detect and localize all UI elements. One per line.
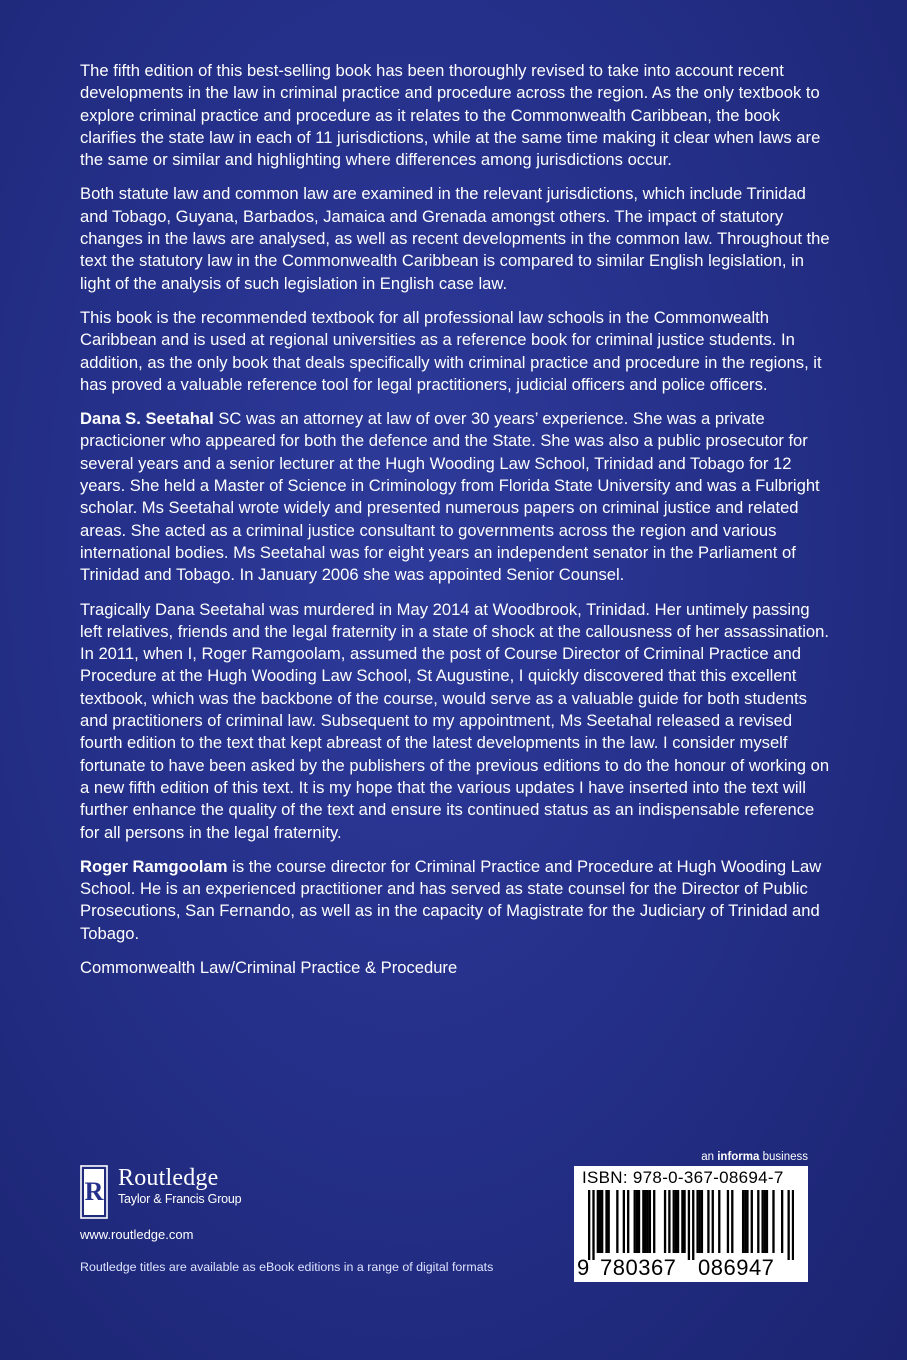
publisher-block <box>80 1165 340 1242</box>
barcode-digit-first: 9 <box>577 1255 590 1280</box>
barcode-bar <box>712 1190 714 1253</box>
barcode-bar <box>683 1190 685 1253</box>
barcode-bar <box>599 1190 601 1253</box>
barcode-bar <box>781 1190 783 1253</box>
informa-suffix: business <box>759 1151 808 1163</box>
description-paragraph-1: The fifth edition of this best-selling book has been thoroughly revised to take into account recent developments in the law in criminal practice and procedure across the region. As the only textbook to explore criminal practice and procedure as it relates to the Commonwealth Caribbean, the book clarifies the state law in each of 11 jurisdictions, while at the same time making it clear when laws are the same or similar and highlighting where differences among jurisdictions occur. <box>80 61 821 170</box>
barcode-bar <box>647 1190 649 1253</box>
barcode-bar <box>699 1190 701 1253</box>
barcode-bar <box>751 1190 753 1253</box>
routledge-logo <box>80 1165 340 1219</box>
publisher-website: www.routledge.com <box>80 1227 194 1242</box>
barcode-bar <box>696 1190 698 1253</box>
author-bio <box>80 408 830 586</box>
barcode-digits-right: 086947 <box>698 1255 775 1280</box>
author-name: Dana S. Seetahal <box>80 409 214 429</box>
barcode-bar <box>664 1190 666 1253</box>
barcode-bar <box>677 1190 679 1253</box>
editor-bio-text: is the course director for Criminal Practice and Procedure at Hugh Wooding Law School. He is an experienced practitioner and has served as state counsel for the Director of Public Prosecutions, San Fernando, as well as in the capacity of Magistrate for the Judiciary of Trinidad and Tobago. <box>80 856 822 943</box>
barcode-digits-left: 780367 <box>600 1255 677 1280</box>
barcode-bar <box>727 1190 729 1253</box>
barcode-bar <box>601 1190 603 1253</box>
barcode-bar <box>787 1190 789 1260</box>
barcode-bar <box>649 1190 651 1253</box>
barcode-bars <box>588 1190 794 1260</box>
barcode-bar <box>766 1190 768 1253</box>
barcode-bar <box>792 1190 794 1260</box>
barcode-bar <box>634 1190 636 1253</box>
ebook-note: Routledge titles are available as eBook editions in a range of digital formats <box>80 1260 494 1274</box>
author-bio-text: SC was an attorney at law of over 30 years’ experience. She was a private practicioner who appeared for both the defence and the State. She was also a public prosecutor for several years and a senior lecturer at the Hugh Wooding Law School, Trinidad and Tobago for 12 years. She held a Master of Science in Criminology from Florida State University and was a Fulbright scholar. Ms Seetahal wrote widely and presented numerous papers on criminal justice and related areas. She acted as a criminal justice consultant to governments across the region and various international bodies. Ms Seetahal was for eight years an independent senator in the Parliament of Trinidad and Tobago. In January 2006 she was appointed Senior Counsel. <box>80 409 820 585</box>
informa-business <box>690 1151 808 1163</box>
barcode-bar <box>627 1190 629 1253</box>
barcode-bar <box>668 1190 670 1253</box>
barcode-bar <box>701 1190 703 1253</box>
barcode-bar <box>616 1190 618 1253</box>
barcode-bar <box>757 1190 759 1253</box>
barcode-bar <box>605 1190 607 1253</box>
barcode-bar <box>731 1190 733 1253</box>
description-paragraph-3: This book is the recommended textbook for all professional law schools in the Commonwealth Caribbean and is used at regional universities as a reference book for criminal justice students. In addition, as the only book that deals specifically with criminal practice and procedure in the regions, it has proved a valuable reference tool for legal practitioners, judicial officers and police officers. <box>80 307 822 394</box>
barcode-bar <box>642 1190 644 1253</box>
barcode-bar <box>692 1190 694 1260</box>
informa-bold: informa <box>717 1151 760 1163</box>
barcode-bar <box>742 1190 744 1253</box>
barcode-bar <box>681 1190 683 1253</box>
barcode-bar <box>623 1190 625 1253</box>
barcode-bar <box>636 1190 638 1253</box>
barcode-bar <box>764 1190 766 1253</box>
editor-name: Roger Ramgoolam <box>80 856 228 876</box>
publisher-name: Routledge <box>118 1165 219 1191</box>
barcode-bar <box>597 1190 599 1253</box>
barcode-bar <box>746 1190 748 1253</box>
barcode-bar <box>653 1190 655 1253</box>
barcode-bar <box>588 1190 590 1260</box>
barcode-bar <box>772 1190 774 1253</box>
isbn-barcode <box>574 1166 808 1282</box>
editor-bio <box>80 856 830 945</box>
barcode-bar <box>761 1190 763 1253</box>
barcode-bar <box>688 1190 690 1260</box>
tribute-paragraph: Tragically Dana Seetahal was murdered in May 2014 at Woodbrook, Trinidad. Her untimely passing left relatives, friends and the legal fraternity in a state of shock at the callousness of her assassination. In 2011, when I, Roger Ramgoolam, assumed the post of Course Director of Criminal Practice and Procedure at the Hugh Wooding Law School, St Augustine, I quickly discovered that this excellent textbook, which was the backbone of the course, would serve as a valuable guide for both students and practitioners of criminal law. Subsequent to my appointment, Ms Seetahal released a revised fourth edition to the text that kept abreast of the latest developments in the law. I consider myself fortunate to have been asked by the publishers of the previous editions to do the honour of working on a new fifth edition of this text. It is my hope that the various updates I have inserted into the text will further enhance the quality of the text and ensure its continued status as an indispensable reference for all persons in the legal fraternity. <box>80 599 830 842</box>
informa-prefix: an <box>701 1151 718 1163</box>
barcode-bar <box>638 1190 640 1253</box>
subject-category: Commonwealth Law/Criminal Practice & Procedure <box>80 957 458 977</box>
back-cover-text <box>80 60 830 979</box>
publisher-group: Taylor & Francis Group <box>118 1192 242 1206</box>
barcode-bar <box>608 1190 610 1253</box>
description-paragraph-2: Both statute law and common law are examined in the relevant jurisdictions, which include Trinidad and Tobago, Guyana, Barbados, Jamaica and Grenada amongst others. The impact of statutory changes in the laws are analysed, as well as recent developments in the common law. Throughout the text the statutory law in the Commonwealth Caribbean is compared to similar English legislation, in light of the analysis of such legislation in English case law. <box>80 184 830 293</box>
barcode-bar <box>675 1190 677 1253</box>
routledge-logo-icon <box>80 1165 108 1219</box>
barcode-bar <box>592 1190 594 1260</box>
barcode-bar <box>707 1190 709 1253</box>
logo-wordmark <box>118 1165 241 1207</box>
barcode-bar <box>744 1190 746 1253</box>
isbn-label: ISBN: 978-0-367-08694-7 <box>582 1168 784 1187</box>
barcode-bar <box>644 1190 646 1253</box>
barcode-bar <box>673 1190 675 1253</box>
logo-letter: R <box>84 1177 104 1206</box>
barcode-bar <box>718 1190 720 1253</box>
